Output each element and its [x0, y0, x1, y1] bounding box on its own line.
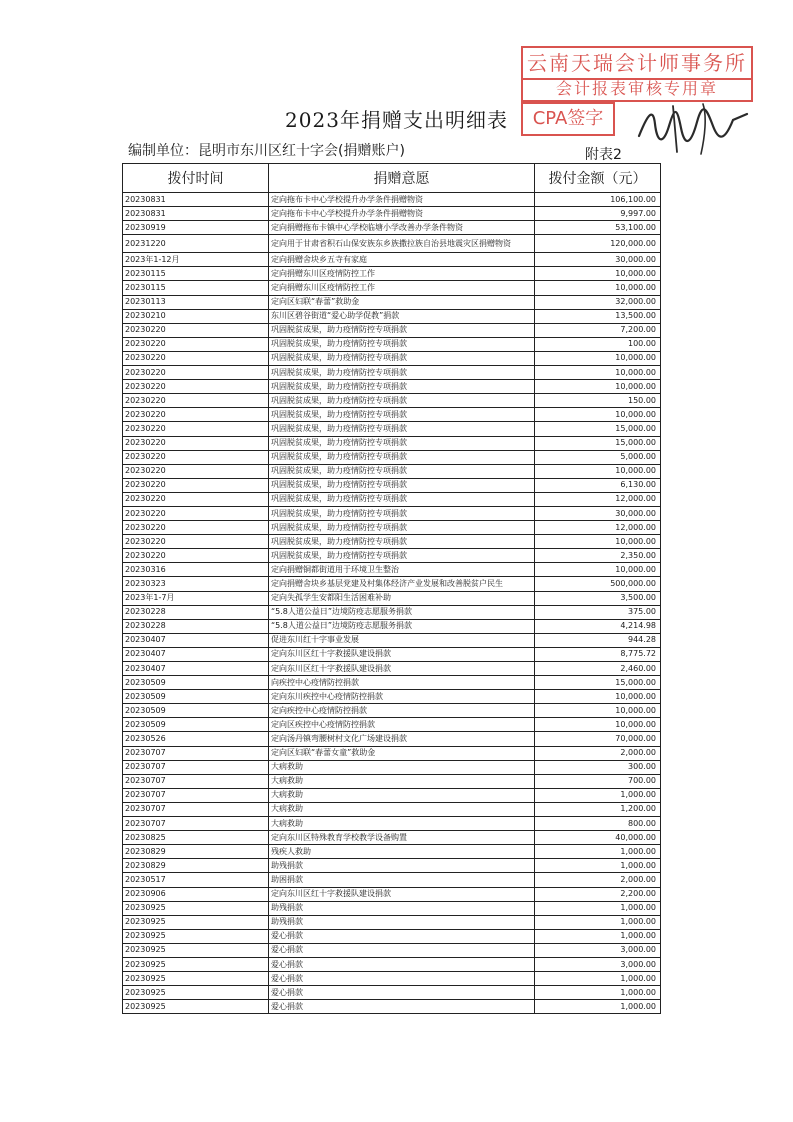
- table-row: [123, 929, 661, 943]
- cell-date: 20230316: [123, 563, 269, 577]
- column-header-purpose: 捐赠意愿: [269, 164, 535, 193]
- table-row: [123, 845, 661, 859]
- cell-date: 20230323: [123, 577, 269, 591]
- cell-amount: 500,000.00: [535, 577, 661, 591]
- cell-purpose: 爱心捐款: [269, 957, 535, 971]
- cell-amount: 10,000.00: [535, 366, 661, 380]
- cell-date: 20230220: [123, 506, 269, 520]
- cell-amount: 10,000.00: [535, 380, 661, 394]
- cell-amount: 3,000.00: [535, 943, 661, 957]
- cell-date: 20230509: [123, 690, 269, 704]
- stamp-firm-name: 云南天瑞会计师事务所: [521, 46, 753, 80]
- cell-purpose: 巩固脱贫成果，助力疫情防控专项捐款: [269, 408, 535, 422]
- cell-amount: 10,000.00: [535, 690, 661, 704]
- cell-amount: 10,000.00: [535, 408, 661, 422]
- table-row: [123, 207, 661, 221]
- cell-amount: 1,000.00: [535, 901, 661, 915]
- cell-amount: 2,460.00: [535, 662, 661, 676]
- cell-purpose: 巩固脱贫成果，助力疫情防控专项捐款: [269, 464, 535, 478]
- table-row: [123, 718, 661, 732]
- cell-date: 20230407: [123, 662, 269, 676]
- table-row: [123, 859, 661, 873]
- cell-amount: 1,200.00: [535, 802, 661, 816]
- cell-date: 20230925: [123, 901, 269, 915]
- cell-date: 20230925: [123, 972, 269, 986]
- cell-amount: 30,000.00: [535, 506, 661, 520]
- cell-purpose: 巩固脱贫成果，助力疫情防控专项捐款: [269, 323, 535, 337]
- cell-purpose: 巩固脱贫成果，助力疫情防控专项捐款: [269, 394, 535, 408]
- table-row: [123, 972, 661, 986]
- table-row: [123, 408, 661, 422]
- cell-purpose: 巩固脱贫成果，助力疫情防控专项捐款: [269, 450, 535, 464]
- cell-date: 20230825: [123, 831, 269, 845]
- cell-date: 20230220: [123, 436, 269, 450]
- table-row: [123, 986, 661, 1000]
- cell-amount: 2,000.00: [535, 873, 661, 887]
- cell-amount: 10,000.00: [535, 281, 661, 295]
- cell-purpose: 定向捐赠舍块乡基层党建及村集体经济产业发展和改善脱贫户民生: [269, 577, 535, 591]
- table-row: [123, 873, 661, 887]
- table-row: [123, 676, 661, 690]
- cell-date: 20230517: [123, 873, 269, 887]
- cell-date: 20230220: [123, 408, 269, 422]
- cell-purpose: 定向拖布卡中心学校提升办学条件捐赠物资: [269, 207, 535, 221]
- table-row: [123, 887, 661, 901]
- cell-amount: 1,000.00: [535, 1000, 661, 1014]
- table-header-row: [123, 164, 661, 193]
- cell-purpose: 定向东川区红十字救援队建设捐款: [269, 647, 535, 661]
- cell-date: 20230228: [123, 619, 269, 633]
- cell-amount: 1,000.00: [535, 915, 661, 929]
- cell-purpose: 巩固脱贫成果，助力疫情防控专项捐款: [269, 492, 535, 506]
- cell-purpose: 促进东川红十字事业发展: [269, 633, 535, 647]
- cell-amount: 300.00: [535, 760, 661, 774]
- cell-date: 20230115: [123, 281, 269, 295]
- table-row: [123, 591, 661, 605]
- audit-stamp: [521, 46, 753, 156]
- cell-date: 20230115: [123, 267, 269, 281]
- cell-purpose: 定向拖布卡中心学校提升办学条件捐赠物资: [269, 193, 535, 207]
- table-row: [123, 309, 661, 323]
- table-row: [123, 647, 661, 661]
- cell-amount: 106,100.00: [535, 193, 661, 207]
- table-row: [123, 915, 661, 929]
- cell-date: 20230925: [123, 986, 269, 1000]
- cell-amount: 1,000.00: [535, 972, 661, 986]
- table-row: [123, 549, 661, 563]
- table-row: [123, 633, 661, 647]
- table-row: [123, 760, 661, 774]
- table-row: [123, 506, 661, 520]
- cell-amount: 7,200.00: [535, 323, 661, 337]
- cell-date: 20230831: [123, 207, 269, 221]
- column-header-amount: 拨付金额（元）: [535, 164, 661, 193]
- table-row: [123, 817, 661, 831]
- cell-amount: 10,000.00: [535, 535, 661, 549]
- table-row: [123, 436, 661, 450]
- cell-amount: 700.00: [535, 774, 661, 788]
- cell-date: 20231220: [123, 235, 269, 253]
- cell-purpose: 定向东川区特殊教育学校教学设备购置: [269, 831, 535, 845]
- stamp-cpa-label: CPA签字: [521, 102, 615, 136]
- table-row: [123, 774, 661, 788]
- cell-amount: 8,775.72: [535, 647, 661, 661]
- table-row: [123, 193, 661, 207]
- cell-purpose: 定向汤丹镇弯腰树村文化广场建设捐款: [269, 732, 535, 746]
- cell-purpose: 定向东川疾控中心疫情防控捐款: [269, 690, 535, 704]
- cell-purpose: 助残捐款: [269, 915, 535, 929]
- table-row: [123, 267, 661, 281]
- table-row: [123, 831, 661, 845]
- table-row: [123, 464, 661, 478]
- appendix-label: 附表2: [585, 147, 622, 163]
- cell-amount: 15,000.00: [535, 422, 661, 436]
- stamp-purpose: 会计报表审核专用章: [521, 78, 753, 102]
- cell-amount: 120,000.00: [535, 235, 661, 253]
- cell-date: 20230925: [123, 957, 269, 971]
- cell-purpose: 向疾控中心疫情防控捐款: [269, 676, 535, 690]
- cell-date: 20230829: [123, 845, 269, 859]
- table-row: [123, 605, 661, 619]
- cell-amount: 375.00: [535, 605, 661, 619]
- cell-purpose: 定向区疾控中心疫情防控捐款: [269, 718, 535, 732]
- cell-purpose: 大病救助: [269, 788, 535, 802]
- table-row: [123, 492, 661, 506]
- table-row: [123, 337, 661, 351]
- table-row: [123, 535, 661, 549]
- cell-date: 20230220: [123, 422, 269, 436]
- cell-date: 20230220: [123, 535, 269, 549]
- table-row: [123, 351, 661, 365]
- table-row: [123, 394, 661, 408]
- table-row: [123, 380, 661, 394]
- cell-amount: 150.00: [535, 394, 661, 408]
- cell-date: 20230220: [123, 464, 269, 478]
- cell-amount: 12,000.00: [535, 521, 661, 535]
- cell-purpose: 巩固脱贫成果，助力疫情防控专项捐款: [269, 478, 535, 492]
- cell-amount: 100.00: [535, 337, 661, 351]
- cell-date: 20230407: [123, 647, 269, 661]
- cell-date: 20230220: [123, 337, 269, 351]
- compiling-unit: 编制单位：昆明市东川区红十字会(捐赠账户): [128, 143, 405, 159]
- table-row: [123, 690, 661, 704]
- cell-purpose: 爱心捐款: [269, 972, 535, 986]
- cell-purpose: 大病救助: [269, 774, 535, 788]
- cell-date: 20230707: [123, 746, 269, 760]
- cell-amount: 53,100.00: [535, 221, 661, 235]
- cell-amount: 3,500.00: [535, 591, 661, 605]
- cell-purpose: 助残捐款: [269, 859, 535, 873]
- cell-amount: 15,000.00: [535, 676, 661, 690]
- cell-amount: 10,000.00: [535, 267, 661, 281]
- table-row: [123, 619, 661, 633]
- table-row: [123, 577, 661, 591]
- cell-date: 20230707: [123, 788, 269, 802]
- cell-purpose: 定向捐赠舍块乡五寺有家庭: [269, 253, 535, 267]
- cell-purpose: 定向疾控中心疫情防控捐款: [269, 704, 535, 718]
- cell-amount: 1,000.00: [535, 986, 661, 1000]
- cell-amount: 9,997.00: [535, 207, 661, 221]
- cell-date: 20230919: [123, 221, 269, 235]
- cell-amount: 10,000.00: [535, 718, 661, 732]
- table-row: [123, 957, 661, 971]
- page-title: 2023年捐赠支出明细表: [285, 108, 508, 132]
- column-header-date: 拨付时间: [123, 164, 269, 193]
- donation-expense-table: [122, 163, 661, 1014]
- cell-date: 20230925: [123, 915, 269, 929]
- cell-purpose: “5.8人道公益日”边境防疫志愿服务捐款: [269, 619, 535, 633]
- cell-amount: 3,000.00: [535, 957, 661, 971]
- table-row: [123, 704, 661, 718]
- cell-purpose: 巩固脱贫成果，助力疫情防控专项捐款: [269, 366, 535, 380]
- table-row: [123, 943, 661, 957]
- cell-amount: 10,000.00: [535, 704, 661, 718]
- table-row: [123, 281, 661, 295]
- cell-amount: 10,000.00: [535, 464, 661, 478]
- table-row: [123, 1000, 661, 1014]
- cell-amount: 1,000.00: [535, 859, 661, 873]
- cell-purpose: 助困捐款: [269, 873, 535, 887]
- cell-purpose: 大病救助: [269, 817, 535, 831]
- cell-purpose: 巩固脱贫成果，助力疫情防控专项捐款: [269, 380, 535, 394]
- cell-purpose: 巩固脱贫成果，助力疫情防控专项捐款: [269, 535, 535, 549]
- cell-date: 20230925: [123, 929, 269, 943]
- table-row: [123, 563, 661, 577]
- cell-purpose: 爱心捐款: [269, 943, 535, 957]
- cell-amount: 12,000.00: [535, 492, 661, 506]
- cell-purpose: 东川区碧谷街道“爱心助学促教”捐款: [269, 309, 535, 323]
- cell-amount: 4,214.98: [535, 619, 661, 633]
- cell-date: 20230220: [123, 351, 269, 365]
- table-row: [123, 295, 661, 309]
- cell-amount: 1,000.00: [535, 929, 661, 943]
- cell-amount: 5,000.00: [535, 450, 661, 464]
- table-row: [123, 323, 661, 337]
- cell-date: 20230220: [123, 478, 269, 492]
- cell-purpose: 爱心捐款: [269, 986, 535, 1000]
- cell-date: 20230220: [123, 380, 269, 394]
- cell-date: 20230707: [123, 802, 269, 816]
- cell-date: 20230925: [123, 943, 269, 957]
- cell-date: 20230707: [123, 817, 269, 831]
- cell-date: 20230925: [123, 1000, 269, 1014]
- cell-amount: 2,350.00: [535, 549, 661, 563]
- cell-amount: 2,200.00: [535, 887, 661, 901]
- table-row: [123, 521, 661, 535]
- table-row: [123, 366, 661, 380]
- cell-purpose: 巩固脱贫成果，助力疫情防控专项捐款: [269, 351, 535, 365]
- cell-purpose: 定向东川区红十字救援队建设捐款: [269, 887, 535, 901]
- cell-date: 20230509: [123, 704, 269, 718]
- cell-date: 20230526: [123, 732, 269, 746]
- table-body: [123, 193, 661, 1014]
- cell-date: 2023年1-7月: [123, 591, 269, 605]
- cell-purpose: 定向用于甘肃省积石山保安族东乡族撒拉族自治县地震灾区捐赠物资: [269, 235, 535, 253]
- cell-purpose: 巩固脱贫成果，助力疫情防控专项捐款: [269, 436, 535, 450]
- table-row: [123, 901, 661, 915]
- cell-date: 20230220: [123, 323, 269, 337]
- cell-purpose: 残疾人救助: [269, 845, 535, 859]
- table-row: [123, 746, 661, 760]
- table-row: [123, 788, 661, 802]
- cell-amount: 10,000.00: [535, 563, 661, 577]
- cell-date: 20230831: [123, 193, 269, 207]
- cell-purpose: 巩固脱贫成果，助力疫情防控专项捐款: [269, 337, 535, 351]
- cell-amount: 10,000.00: [535, 351, 661, 365]
- cell-date: 20230906: [123, 887, 269, 901]
- cell-amount: 32,000.00: [535, 295, 661, 309]
- cell-purpose: 大病救助: [269, 802, 535, 816]
- cell-amount: 13,500.00: [535, 309, 661, 323]
- cell-amount: 2,000.00: [535, 746, 661, 760]
- table-row: [123, 253, 661, 267]
- cell-date: 20230210: [123, 309, 269, 323]
- table-row: [123, 478, 661, 492]
- table-row: [123, 662, 661, 676]
- cell-date: 20230220: [123, 450, 269, 464]
- cell-date: 20230220: [123, 549, 269, 563]
- cell-amount: 6,130.00: [535, 478, 661, 492]
- cell-amount: 800.00: [535, 817, 661, 831]
- cell-date: 20230407: [123, 633, 269, 647]
- cell-purpose: 定向区妇联“春蕾”救助金: [269, 295, 535, 309]
- cell-purpose: 定向失孤学生安都阳生活困难补助: [269, 591, 535, 605]
- cell-date: 20230707: [123, 774, 269, 788]
- cell-purpose: 定向捐赠拖布卡镇中心学校临塘小学改善办学条件物资: [269, 221, 535, 235]
- cell-purpose: 巩固脱贫成果，助力疫情防控专项捐款: [269, 549, 535, 563]
- cell-date: 20230220: [123, 394, 269, 408]
- cell-purpose: 爱心捐款: [269, 1000, 535, 1014]
- cell-purpose: 巩固脱贫成果，助力疫情防控专项捐款: [269, 506, 535, 520]
- cell-date: 20230707: [123, 760, 269, 774]
- table-row: [123, 732, 661, 746]
- table-row: [123, 450, 661, 464]
- cell-date: 2023年1-12月: [123, 253, 269, 267]
- table-row: [123, 235, 661, 253]
- cell-purpose: 巩固脱贫成果，助力疫情防控专项捐款: [269, 521, 535, 535]
- table-row: [123, 422, 661, 436]
- cell-purpose: 定向捐赠东川区疫情防控工作: [269, 267, 535, 281]
- cell-amount: 15,000.00: [535, 436, 661, 450]
- table-row: [123, 802, 661, 816]
- cell-purpose: 爱心捐款: [269, 929, 535, 943]
- cell-amount: 1,000.00: [535, 845, 661, 859]
- table-row: [123, 221, 661, 235]
- cell-date: 20230220: [123, 492, 269, 506]
- cell-purpose: “5.8人道公益日”边境防疫志愿服务捐款: [269, 605, 535, 619]
- cell-purpose: 大病救助: [269, 760, 535, 774]
- cell-purpose: 定向东川区红十字救援队建设捐款: [269, 662, 535, 676]
- cell-amount: 944.28: [535, 633, 661, 647]
- cell-purpose: 定向捐赠东川区疫情防控工作: [269, 281, 535, 295]
- cell-date: 20230228: [123, 605, 269, 619]
- cell-purpose: 助残捐款: [269, 901, 535, 915]
- cell-date: 20230509: [123, 718, 269, 732]
- cell-amount: 30,000.00: [535, 253, 661, 267]
- cell-date: 20230220: [123, 366, 269, 380]
- cell-amount: 70,000.00: [535, 732, 661, 746]
- cell-date: 20230113: [123, 295, 269, 309]
- cell-date: 20230220: [123, 521, 269, 535]
- cell-purpose: 巩固脱贫成果，助力疫情防控专项捐款: [269, 422, 535, 436]
- cell-date: 20230509: [123, 676, 269, 690]
- cell-purpose: 定向区妇联“春蕾女童”救助金: [269, 746, 535, 760]
- cell-purpose: 定向捐赠铜都街道用于环境卫生整治: [269, 563, 535, 577]
- cell-amount: 1,000.00: [535, 788, 661, 802]
- cell-amount: 40,000.00: [535, 831, 661, 845]
- cell-date: 20230829: [123, 859, 269, 873]
